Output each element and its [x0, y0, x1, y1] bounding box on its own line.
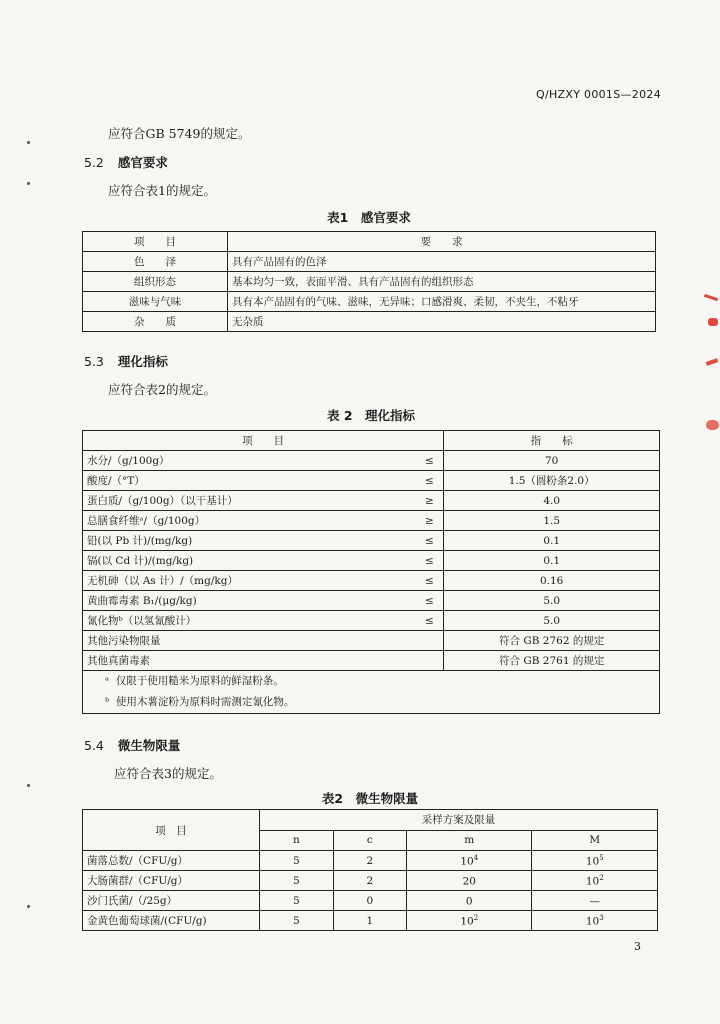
- section-title: 理化指标: [117, 354, 168, 369]
- value-exponent: 2: [473, 913, 479, 922]
- microbial-table: [82, 809, 658, 931]
- note-text: 仅限于使用糙米为原料的鲜湿粉条。: [115, 675, 284, 687]
- table-cell: 水分/（g/100g）: [83, 451, 416, 471]
- table-cell: 大肠菌群/（CFU/g）: [83, 871, 260, 891]
- table-cell: 2: [333, 851, 406, 871]
- comparison-symbol: ≤: [415, 571, 444, 591]
- comparison-symbol: ≥: [415, 491, 444, 511]
- table-cell: 1: [333, 911, 406, 931]
- section-title: 微生物限量: [117, 738, 181, 753]
- value-base: 0: [465, 895, 473, 908]
- value-exponent: 2: [599, 873, 604, 882]
- table-cell: 具有本产品固有的气味、滋味，无异味；口感滑爽、柔韧，不夹生，不粘牙: [228, 292, 656, 312]
- table-cell: 具有产品固有的色泽: [228, 252, 656, 272]
- section-5-3-heading: [84, 352, 168, 370]
- table-cell: 5: [260, 871, 334, 891]
- table2-caption: 表 2 理化指标: [326, 408, 416, 423]
- table-cell: 0.16: [444, 571, 660, 591]
- table3-subheader: m: [407, 830, 532, 851]
- table-row: [83, 631, 660, 651]
- table-cell: [407, 911, 532, 931]
- table-row: [83, 312, 656, 332]
- table-row: [83, 611, 660, 631]
- table-cell: 黄曲霉毒素 B₁/(μg/kg): [83, 591, 416, 611]
- table-cell: 金黄色葡萄球菌/(CFU/g): [83, 911, 260, 931]
- table1-header-req: 要 求: [228, 232, 656, 252]
- table-cell: 基本均匀一致，表面平滑、具有产品固有的组织形态: [228, 272, 656, 292]
- value-base: 10: [585, 855, 600, 868]
- table-row: [83, 272, 656, 292]
- scan-dot: [27, 182, 30, 185]
- table-cell: 滋味与气味: [83, 292, 228, 312]
- table-cell: 0.1: [444, 531, 660, 551]
- table3-subheader: M: [532, 830, 658, 851]
- comparison-symbol: ≤: [415, 451, 444, 471]
- value-exponent: 4: [473, 853, 479, 862]
- table-row: [83, 871, 658, 891]
- table-cell: 其他污染物限量: [83, 631, 444, 651]
- value-base: 10: [585, 915, 600, 928]
- scan-dot: [27, 905, 30, 908]
- stamp-mark: [706, 358, 719, 366]
- table-cell: 0.1: [444, 551, 660, 571]
- section-number: 5.2: [84, 155, 104, 170]
- table-row: [83, 451, 660, 471]
- table-cell: 无杂质: [228, 312, 656, 332]
- value-exponent: 3: [599, 913, 604, 922]
- note-mark: ᵃ: [105, 675, 110, 687]
- section-number: 5.3: [84, 354, 104, 369]
- table-row: [83, 252, 656, 272]
- note-text: 使用木薯淀粉为原料时需测定氰化物。: [115, 696, 295, 708]
- table-cell: 杂 质: [83, 312, 228, 332]
- page-number: 3: [634, 940, 641, 953]
- table3-subheader: n: [260, 830, 334, 851]
- value-base: 10: [460, 855, 474, 868]
- table-cell: 符合 GB 2761 的规定: [444, 651, 660, 671]
- table-cell: 1.5（圆粉条2.0）: [444, 471, 660, 491]
- value-base: 20: [462, 875, 476, 888]
- table-cell: [407, 871, 532, 891]
- table-row: [83, 891, 658, 911]
- table-cell: 铅(以 Pb 计)/(mg/kg): [83, 531, 416, 551]
- physicochemical-table: [82, 430, 660, 714]
- comparison-symbol: ≥: [415, 511, 444, 531]
- table-row: [83, 551, 660, 571]
- table-cell: 总膳食纤维ᵃ/（g/100g）: [83, 511, 416, 531]
- table-cell: 5.0: [444, 591, 660, 611]
- note-mark: ᵇ: [105, 696, 110, 708]
- table2-header-index: 指 标: [444, 431, 660, 451]
- section-5-4-heading: [84, 736, 180, 754]
- table-cell: 其他真菌毒素: [83, 651, 444, 671]
- table-cell: [532, 871, 658, 891]
- comparison-symbol: ≤: [415, 531, 444, 551]
- table-row: [83, 571, 660, 591]
- stamp-mark: [706, 420, 719, 430]
- table-cell: 沙门氏菌/（/25g）: [83, 891, 260, 911]
- stamp-mark: [704, 294, 718, 301]
- table-row: [83, 591, 660, 611]
- table-cell: 4.0: [444, 491, 660, 511]
- table-cell: 2: [333, 871, 406, 891]
- stamp-mark: [708, 318, 718, 326]
- table-cell: 酸度/（°T）: [83, 471, 416, 491]
- scan-dot: [27, 141, 30, 144]
- table1-caption: 表1 感官要求: [327, 210, 411, 225]
- table-cell: 5: [260, 911, 334, 931]
- table-cell: 氰化物ᵇ（以氢氰酸计）: [83, 611, 416, 631]
- table-cell: 无机砷（以 As 计）/（mg/kg）: [83, 571, 416, 591]
- table2-header-item: 项 目: [83, 431, 444, 451]
- table-row: [83, 471, 660, 491]
- table-row: [83, 651, 660, 671]
- table-cell: 5.0: [444, 611, 660, 631]
- table-row: [83, 292, 656, 312]
- section-5-2-heading: [84, 153, 168, 171]
- value-base: —: [589, 895, 600, 908]
- table-cell: 5: [260, 851, 334, 871]
- table-cell: [532, 891, 658, 911]
- table-cell: [407, 891, 532, 911]
- section-5-2-text: 应符合表1的规定。: [108, 183, 216, 198]
- section-5-3-text: 应符合表2的规定。: [108, 382, 216, 397]
- sensory-table: [82, 231, 656, 332]
- table-notes: [83, 671, 660, 714]
- table-note: [105, 671, 655, 692]
- comparison-symbol: ≤: [415, 591, 444, 611]
- value-base: 10: [460, 915, 474, 928]
- table-cell: 0: [333, 891, 406, 911]
- table-row: [83, 851, 658, 871]
- table3-header-item: 项 目: [83, 810, 260, 851]
- table-row: [83, 511, 660, 531]
- table-row: [83, 911, 658, 931]
- comparison-symbol: ≤: [415, 611, 444, 631]
- table-cell: 镉(以 Cd 计)/(mg/kg): [83, 551, 416, 571]
- section-number: 5.4: [84, 738, 104, 753]
- value-base: 10: [585, 875, 600, 888]
- scan-dot: [27, 784, 30, 787]
- table-cell: [532, 911, 658, 931]
- table3-caption: 表2 微生物限量: [321, 791, 419, 806]
- table-cell: 组织形态: [83, 272, 228, 292]
- table-cell: [532, 851, 658, 871]
- section-title: 感官要求: [117, 155, 168, 170]
- table-row: [83, 491, 660, 511]
- document-number: Q/HZXY 0001S—2024: [536, 88, 661, 101]
- comparison-symbol: ≤: [415, 551, 444, 571]
- intro-text: 应符合GB 5749的规定。: [108, 126, 251, 141]
- table-note: [105, 692, 655, 713]
- table-cell: 1.5: [444, 511, 660, 531]
- table-row: [83, 531, 660, 551]
- table3-header-group: 采样方案及限量: [260, 810, 658, 831]
- table-cell: 70: [444, 451, 660, 471]
- comparison-symbol: ≤: [415, 471, 444, 491]
- table-cell: 菌落总数/（CFU/g）: [83, 851, 260, 871]
- table-cell: [407, 851, 532, 871]
- value-exponent: 5: [599, 853, 604, 862]
- table-cell: 色 泽: [83, 252, 228, 272]
- section-5-4-text: 应符合表3的规定。: [114, 766, 222, 781]
- table-cell: 符合 GB 2762 的规定: [444, 631, 660, 651]
- table-cell: 蛋白质/（g/100g）（以干基计）: [83, 491, 416, 511]
- table1-header-item: 项 目: [83, 232, 228, 252]
- table3-subheader: c: [333, 830, 406, 851]
- table-cell: 5: [260, 891, 334, 911]
